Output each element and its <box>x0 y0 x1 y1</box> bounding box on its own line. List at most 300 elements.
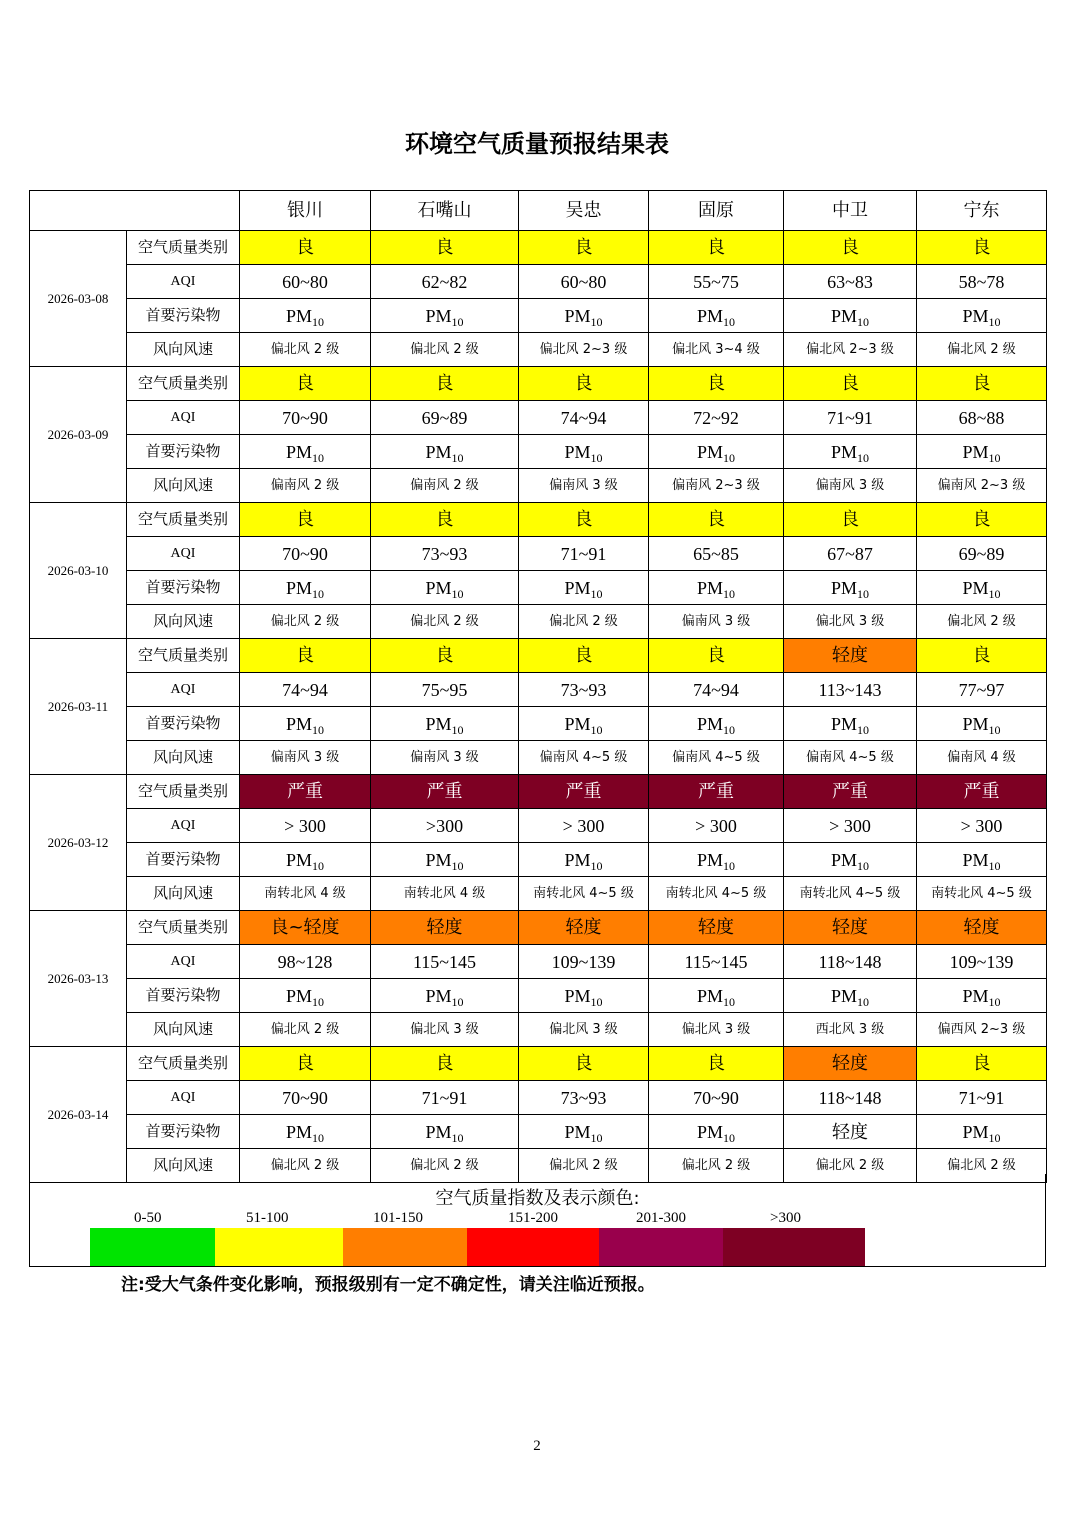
day-row-pollutant <box>30 843 1047 877</box>
wind-cell: 偏南风 4~5 级 <box>649 741 784 775</box>
pollutant-subscript: 10 <box>312 722 324 737</box>
pollutant-subscript: 10 <box>590 450 603 465</box>
pollutant-text: PM <box>285 849 312 870</box>
category-cell: 轻度 <box>519 911 649 945</box>
pollutant-text: PM <box>962 305 989 326</box>
wind-cell: 偏北风 3 级 <box>784 605 917 639</box>
forecast-date: 2026-03-08 <box>30 231 127 367</box>
pollutant-cell <box>240 843 371 877</box>
pollutant-subscript: 10 <box>312 1130 324 1145</box>
category-cell: 良 <box>240 231 371 265</box>
day-row-aqi <box>30 673 1047 707</box>
category-cell: 良 <box>917 503 1047 537</box>
category-cell: 良 <box>371 1047 519 1081</box>
category-cell: 严重 <box>784 775 917 809</box>
category-cell: 良 <box>240 639 371 673</box>
row-label-pollutant: 首要污染物 <box>127 299 240 333</box>
day-row-wind <box>30 741 1047 775</box>
category-cell: 良 <box>519 231 649 265</box>
pollutant-subscript: 10 <box>857 314 869 329</box>
wind-cell: 偏南风 3 级 <box>371 741 519 775</box>
pollutant-cell <box>784 979 917 1013</box>
row-label-aqi: AQI <box>127 1081 240 1115</box>
pollutant-cell <box>917 1115 1047 1149</box>
day-row-pollutant <box>30 435 1047 469</box>
forecast-date: 2026-03-09 <box>30 367 127 503</box>
legend-range-label: 0-50 <box>134 1210 162 1226</box>
aqi-cell: 60~80 <box>519 265 649 299</box>
pollutant-text: PM <box>285 305 312 326</box>
pollutant-subscript: 10 <box>988 1130 1001 1145</box>
wind-cell: 偏北风 2 级 <box>519 605 649 639</box>
row-label-pollutant: 首要污染物 <box>127 707 240 741</box>
pollutant-subscript: 10 <box>988 314 1001 329</box>
aqi-cell: 118~148 <box>784 1081 917 1115</box>
category-cell: 良 <box>649 503 784 537</box>
pollutant-text: PM <box>962 441 989 462</box>
wind-cell: 偏南风 2 级 <box>371 469 519 503</box>
pollutant-subscript: 10 <box>590 994 603 1009</box>
day-row-category <box>30 367 1047 401</box>
pollutant-text: PM <box>285 441 312 462</box>
wind-cell: 南转北风 4~5 级 <box>917 877 1047 911</box>
aqi-cell: 70~90 <box>240 1081 371 1115</box>
day-row-pollutant <box>30 979 1047 1013</box>
row-label-pollutant: 首要污染物 <box>127 1115 240 1149</box>
row-label-aqi: AQI <box>127 945 240 979</box>
category-cell: 良 <box>240 503 371 537</box>
category-cell: 轻度 <box>917 911 1047 945</box>
pollutant-text: PM <box>962 849 989 870</box>
aqi-cell: 70~90 <box>649 1081 784 1115</box>
wind-cell: 偏北风 2 级 <box>519 1149 649 1183</box>
pollutant-text: PM <box>696 985 723 1006</box>
category-cell: 良 <box>917 367 1047 401</box>
day-row-aqi <box>30 265 1047 299</box>
category-cell: 良 <box>519 1047 649 1081</box>
category-cell: 严重 <box>519 775 649 809</box>
pollutant-cell <box>917 843 1047 877</box>
forecast-date: 2026-03-14 <box>30 1047 127 1183</box>
city-header: 吴忠 <box>519 191 649 231</box>
pollutant-subscript: 10 <box>451 450 464 465</box>
pollutant-cell <box>917 299 1047 333</box>
aqi-cell: 115~145 <box>371 945 519 979</box>
disclaimer-note: 注:受大气条件变化影响，预报级别有一定不确定性，请关注临近预报。 <box>121 1275 655 1295</box>
legend-swatch-maroon <box>723 1228 865 1266</box>
row-label-pollutant: 首要污染物 <box>127 571 240 605</box>
pollutant-cell: 轻度 <box>784 1115 917 1149</box>
pollutant-text: PM <box>696 577 723 598</box>
wind-cell: 偏北风 2 级 <box>371 605 519 639</box>
aqi-cell: 70~90 <box>240 401 371 435</box>
wind-cell: 偏南风 3 级 <box>519 469 649 503</box>
row-label-aqi: AQI <box>127 401 240 435</box>
wind-cell: 偏北风 2 级 <box>917 1149 1047 1183</box>
pollutant-cell <box>240 435 371 469</box>
pollutant-subscript: 10 <box>590 722 603 737</box>
pollutant-subscript: 10 <box>590 314 603 329</box>
category-cell: 良 <box>371 367 519 401</box>
wind-cell: 偏南风 3 级 <box>784 469 917 503</box>
category-cell: 良 <box>784 231 917 265</box>
aqi-cell: 71~91 <box>519 537 649 571</box>
pollutant-cell <box>649 571 784 605</box>
aqi-cell: 98~128 <box>240 945 371 979</box>
row-label-category: 空气质量类别 <box>127 231 240 265</box>
day-row-aqi <box>30 809 1047 843</box>
pollutant-text: PM <box>564 305 591 326</box>
pollutant-text: PM <box>425 713 452 734</box>
pollutant-cell <box>371 979 519 1013</box>
city-header: 固原 <box>649 191 784 231</box>
category-cell: 良~轻度 <box>240 911 371 945</box>
wind-cell: 偏南风 2~3 级 <box>917 469 1047 503</box>
pollutant-subscript: 10 <box>723 994 735 1009</box>
row-label-wind: 风向风速 <box>127 877 240 911</box>
row-label-wind: 风向风速 <box>127 1013 240 1047</box>
wind-cell: 偏南风 4 级 <box>917 741 1047 775</box>
city-header: 石嘴山 <box>371 191 519 231</box>
aqi-cell: 70~90 <box>240 537 371 571</box>
aqi-cell: 74~94 <box>519 401 649 435</box>
corner-cell <box>30 191 240 231</box>
pollutant-subscript: 10 <box>723 722 735 737</box>
wind-cell: 偏北风 3~4 级 <box>649 333 784 367</box>
pollutant-subscript: 10 <box>723 1130 735 1145</box>
pollutant-cell <box>784 843 917 877</box>
aqi-cell: 62~82 <box>371 265 519 299</box>
pollutant-text: PM <box>564 985 591 1006</box>
pollutant-cell <box>649 979 784 1013</box>
category-cell: 轻度 <box>784 911 917 945</box>
aqi-cell: 67~87 <box>784 537 917 571</box>
wind-cell: 偏西风 2~3 级 <box>917 1013 1047 1047</box>
row-label-category: 空气质量类别 <box>127 367 240 401</box>
category-cell: 良 <box>519 503 649 537</box>
pollutant-cell <box>240 299 371 333</box>
forecast-date: 2026-03-12 <box>30 775 127 911</box>
day-row-aqi <box>30 401 1047 435</box>
page-title: 环境空气质量预报结果表 <box>405 129 669 158</box>
pollutant-text: PM <box>564 713 591 734</box>
city-header: 中卫 <box>784 191 917 231</box>
pollutant-subscript: 10 <box>988 858 1001 873</box>
pollutant-subscript: 10 <box>590 586 603 601</box>
pollutant-cell <box>371 435 519 469</box>
aqi-cell: 58~78 <box>917 265 1047 299</box>
pollutant-cell <box>240 1115 371 1149</box>
pollutant-text: PM <box>962 1121 989 1142</box>
aqi-cell: 77~97 <box>917 673 1047 707</box>
aqi-cell: 73~93 <box>371 537 519 571</box>
wind-cell: 偏南风 4~5 级 <box>784 741 917 775</box>
pollutant-subscript: 10 <box>857 586 869 601</box>
pollutant-subscript: 10 <box>988 994 1001 1009</box>
aqi-cell: 72~92 <box>649 401 784 435</box>
row-label-category: 空气质量类别 <box>127 1047 240 1081</box>
row-label-category: 空气质量类别 <box>127 911 240 945</box>
forecast-date: 2026-03-10 <box>30 503 127 639</box>
day-row-wind <box>30 469 1047 503</box>
pollutant-cell <box>649 435 784 469</box>
pollutant-cell <box>917 979 1047 1013</box>
pollutant-text: PM <box>696 1121 723 1142</box>
aqi-cell: 109~139 <box>519 945 649 979</box>
pollutant-text: PM <box>425 1121 452 1142</box>
pollutant-cell <box>649 843 784 877</box>
pollutant-subscript: 10 <box>590 1130 603 1145</box>
aqi-cell: 71~91 <box>371 1081 519 1115</box>
pollutant-text: PM <box>425 849 452 870</box>
legend-range-label: 101-150 <box>373 1210 423 1226</box>
pollutant-subscript: 10 <box>451 858 464 873</box>
pollutant-cell <box>519 299 649 333</box>
pollutant-text: PM <box>962 985 989 1006</box>
pollutant-subscript: 10 <box>723 586 735 601</box>
pollutant-subscript: 10 <box>451 586 464 601</box>
pollutant-cell <box>519 707 649 741</box>
day-row-category <box>30 639 1047 673</box>
wind-cell: 偏南风 3 级 <box>649 605 784 639</box>
category-cell: 良 <box>784 367 917 401</box>
pollutant-text: PM <box>564 1121 591 1142</box>
pollutant-cell <box>371 299 519 333</box>
day-row-aqi <box>30 945 1047 979</box>
city-header: 银川 <box>240 191 371 231</box>
aqi-cell: > 300 <box>649 809 784 843</box>
day-row-pollutant <box>30 1115 1047 1149</box>
pollutant-text: PM <box>285 985 312 1006</box>
row-label-wind: 风向风速 <box>127 605 240 639</box>
category-cell: 良 <box>649 231 784 265</box>
wind-cell: 偏北风 3 级 <box>371 1013 519 1047</box>
pollutant-subscript: 10 <box>857 450 869 465</box>
aqi-cell: 60~80 <box>240 265 371 299</box>
city-header: 宁东 <box>917 191 1047 231</box>
row-label-pollutant: 首要污染物 <box>127 435 240 469</box>
pollutant-cell <box>519 1115 649 1149</box>
pollutant-cell <box>240 979 371 1013</box>
forecast-table <box>29 190 1047 1183</box>
aqi-cell: > 300 <box>240 809 371 843</box>
forecast-date: 2026-03-11 <box>30 639 127 775</box>
aqi-cell: 69~89 <box>371 401 519 435</box>
pollutant-cell <box>371 1115 519 1149</box>
category-cell: 良 <box>784 503 917 537</box>
category-cell: 轻度 <box>784 1047 917 1081</box>
pollutant-text: PM <box>425 305 452 326</box>
pollutant-text: PM <box>696 305 723 326</box>
pollutant-cell <box>371 707 519 741</box>
aqi-cell: 63~83 <box>784 265 917 299</box>
aqi-cell: 71~91 <box>784 401 917 435</box>
pollutant-subscript: 10 <box>312 314 324 329</box>
pollutant-text: PM <box>830 713 857 734</box>
pollutant-cell <box>519 979 649 1013</box>
legend-range-label: 201-300 <box>636 1210 686 1226</box>
row-label-aqi: AQI <box>127 537 240 571</box>
pollutant-cell <box>519 435 649 469</box>
row-label-aqi: AQI <box>127 809 240 843</box>
aqi-cell: 113~143 <box>784 673 917 707</box>
category-cell: 良 <box>519 367 649 401</box>
wind-cell: 偏北风 2 级 <box>371 333 519 367</box>
wind-cell: 偏南风 3 级 <box>240 741 371 775</box>
pollutant-text: PM <box>285 577 312 598</box>
day-row-pollutant <box>30 707 1047 741</box>
category-cell: 轻度 <box>649 911 784 945</box>
day-row-wind <box>30 1013 1047 1047</box>
aqi-cell: 69~89 <box>917 537 1047 571</box>
pollutant-cell <box>784 571 917 605</box>
pollutant-subscript: 10 <box>857 994 869 1009</box>
row-label-aqi: AQI <box>127 265 240 299</box>
pollutant-cell <box>649 299 784 333</box>
category-cell: 良 <box>240 1047 371 1081</box>
day-row-category <box>30 503 1047 537</box>
legend-range-label: >300 <box>770 1210 801 1226</box>
pollutant-cell <box>784 435 917 469</box>
aqi-cell: 65~85 <box>649 537 784 571</box>
pollutant-cell <box>519 571 649 605</box>
aqi-cell: 73~93 <box>519 673 649 707</box>
day-row-category <box>30 775 1047 809</box>
pollutant-cell <box>371 571 519 605</box>
pollutant-text: PM <box>830 577 857 598</box>
category-cell: 良 <box>917 231 1047 265</box>
wind-cell: 偏北风 2 级 <box>784 1149 917 1183</box>
category-cell: 良 <box>649 367 784 401</box>
pollutant-cell <box>649 707 784 741</box>
pollutant-subscript: 10 <box>451 1130 464 1145</box>
pollutant-text: PM <box>425 441 452 462</box>
pollutant-subscript: 10 <box>988 722 1001 737</box>
pollutant-cell <box>784 299 917 333</box>
wind-cell: 偏北风 2~3 级 <box>784 333 917 367</box>
category-cell: 良 <box>649 1047 784 1081</box>
aqi-cell: >300 <box>371 809 519 843</box>
pollutant-text: PM <box>696 849 723 870</box>
legend-range-label: 51-100 <box>246 1210 289 1226</box>
pollutant-subscript: 10 <box>988 450 1001 465</box>
wind-cell: 偏北风 2 级 <box>240 333 371 367</box>
legend-swatch-red <box>467 1228 599 1266</box>
category-cell: 严重 <box>649 775 784 809</box>
pollutant-text: PM <box>696 713 723 734</box>
legend-swatch-orange <box>343 1228 467 1266</box>
row-label-aqi: AQI <box>127 673 240 707</box>
wind-cell: 偏北风 2~3 级 <box>519 333 649 367</box>
pollutant-subscript: 10 <box>590 858 603 873</box>
aqi-cell: 118~148 <box>784 945 917 979</box>
wind-cell: 偏北风 2 级 <box>240 605 371 639</box>
wind-cell: 偏北风 2 级 <box>917 333 1047 367</box>
wind-cell: 南转北风 4~5 级 <box>649 877 784 911</box>
aqi-cell: 109~139 <box>917 945 1047 979</box>
category-cell: 严重 <box>240 775 371 809</box>
pollutant-text: PM <box>962 577 989 598</box>
pollutant-cell <box>784 707 917 741</box>
row-label-wind: 风向风速 <box>127 741 240 775</box>
category-cell: 良 <box>917 1047 1047 1081</box>
aqi-cell: 71~91 <box>917 1081 1047 1115</box>
pollutant-cell <box>917 707 1047 741</box>
category-cell: 良 <box>371 503 519 537</box>
aqi-cell: 74~94 <box>240 673 371 707</box>
pollutant-subscript: 10 <box>451 314 464 329</box>
pollutant-subscript: 10 <box>312 450 324 465</box>
pollutant-text: PM <box>830 985 857 1006</box>
pollutant-subscript: 10 <box>451 722 464 737</box>
pollutant-text: PM <box>285 713 312 734</box>
day-row-aqi <box>30 537 1047 571</box>
pollutant-text: PM <box>425 985 452 1006</box>
category-cell: 严重 <box>371 775 519 809</box>
pollutant-cell <box>519 843 649 877</box>
day-row-category <box>30 1047 1047 1081</box>
day-row-wind <box>30 333 1047 367</box>
legend-title: 空气质量指数及表示颜色: <box>435 1188 640 1209</box>
aqi-cell: 74~94 <box>649 673 784 707</box>
day-row-wind <box>30 605 1047 639</box>
pollutant-subscript: 10 <box>451 994 464 1009</box>
row-label-category: 空气质量类别 <box>127 639 240 673</box>
pollutant-cell <box>917 435 1047 469</box>
pollutant-subscript: 10 <box>312 858 324 873</box>
pollutant-subscript: 10 <box>312 994 324 1009</box>
category-cell: 良 <box>371 639 519 673</box>
category-cell: 良 <box>917 639 1047 673</box>
wind-cell: 南转北风 4 级 <box>371 877 519 911</box>
category-cell: 良 <box>649 639 784 673</box>
wind-cell: 偏南风 2 级 <box>240 469 371 503</box>
wind-cell: 偏北风 2 级 <box>917 605 1047 639</box>
day-row-pollutant <box>30 299 1047 333</box>
pollutant-subscript: 10 <box>723 450 735 465</box>
row-label-wind: 风向风速 <box>127 469 240 503</box>
row-label-wind: 风向风速 <box>127 1149 240 1183</box>
pollutant-text: PM <box>696 441 723 462</box>
pollutant-text: PM <box>425 577 452 598</box>
category-cell: 良 <box>371 231 519 265</box>
pollutant-text: PM <box>830 305 857 326</box>
day-row-pollutant <box>30 571 1047 605</box>
legend-swatch-purple <box>599 1228 723 1266</box>
category-cell: 严重 <box>917 775 1047 809</box>
aqi-cell: 73~93 <box>519 1081 649 1115</box>
header-row <box>30 191 1047 231</box>
page-number: 2 <box>533 1438 541 1454</box>
category-cell: 良 <box>240 367 371 401</box>
aqi-cell: > 300 <box>917 809 1047 843</box>
pollutant-subscript: 10 <box>988 586 1001 601</box>
wind-cell: 偏北风 2 级 <box>649 1149 784 1183</box>
row-label-pollutant: 首要污染物 <box>127 979 240 1013</box>
pollutant-cell <box>649 1115 784 1149</box>
legend <box>29 1174 1046 1267</box>
legend-swatch-yellow <box>215 1228 343 1266</box>
legend-swatch-green <box>90 1228 215 1266</box>
pollutant-text: PM <box>564 849 591 870</box>
category-cell: 良 <box>519 639 649 673</box>
aqi-cell: 68~88 <box>917 401 1047 435</box>
wind-cell: 偏北风 2 级 <box>371 1149 519 1183</box>
row-label-category: 空气质量类别 <box>127 775 240 809</box>
wind-cell: 偏北风 3 级 <box>649 1013 784 1047</box>
pollutant-cell <box>917 571 1047 605</box>
category-cell: 轻度 <box>371 911 519 945</box>
